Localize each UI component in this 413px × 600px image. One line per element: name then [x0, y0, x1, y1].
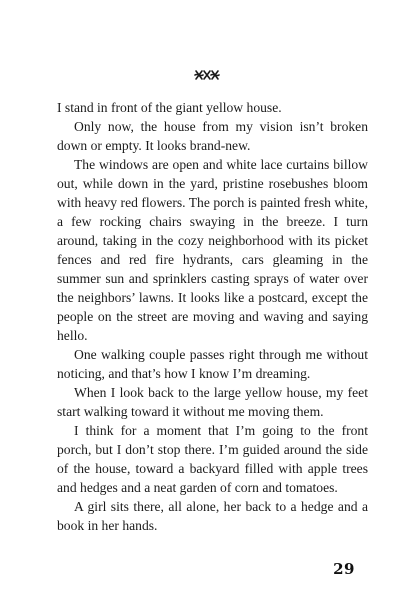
- paragraph-3: The windows are open and white lace curtains billow out, while down in the yard, pristine rosebushes bloom with heavy red flowers. The porch is painted fresh white, a few rocking chairs swaying in the breeze. I turn around, taking in the cozy neighborhood with its picket fences and red fire hydrants, cars gleaming in the summer sun and sprinklers casting sprays of water over the neighbors’ lawns. It looks like a postcard, except the people on the street are moving and waving and saying hello.: [57, 157, 368, 343]
- paragraph-2: Only now, the house from my vision isn’t broken down or empty. It looks brand-new.: [57, 119, 368, 153]
- paragraph-1: I stand in front of the giant yellow house.: [57, 100, 282, 115]
- section-break-ornament-icon: [0, 68, 413, 86]
- paragraph-5: When I look back to the large yellow house, my feet start walking toward it without me moving them.: [57, 385, 368, 419]
- paragraph-6: I think for a moment that I’m going to the front porch, but I don’t stop there. I’m guided around the side of the house, toward a backyard filled with apple trees and hedges and a neat garden of corn and tomatoes.: [57, 423, 368, 495]
- paragraph-7: A girl sits there, all alone, her back to a hedge and a book in her hands.: [57, 499, 368, 533]
- page-number: 29: [333, 560, 355, 578]
- body-text: [57, 98, 368, 535]
- paragraph-4: One walking couple passes right through me without noticing, and that’s how I know I’m dreaming.: [57, 347, 368, 381]
